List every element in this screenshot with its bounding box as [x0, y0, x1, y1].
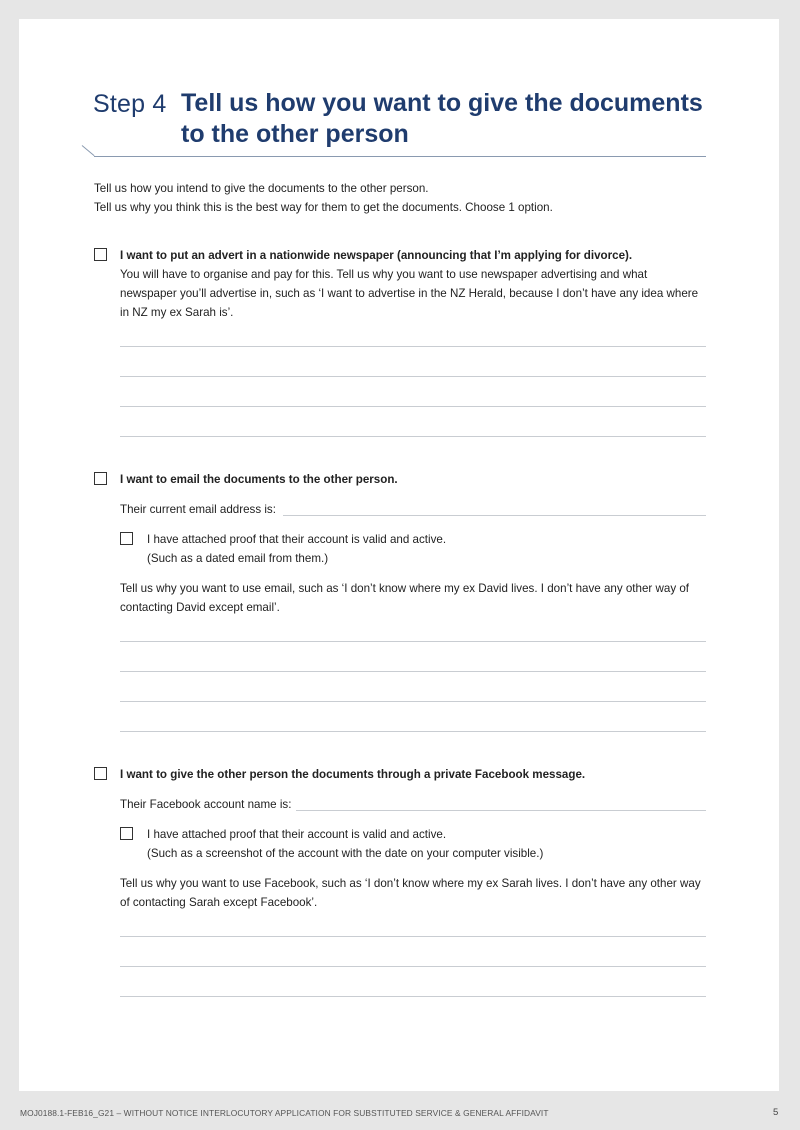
step-title-line-1: Tell us how you want to give the documents	[181, 89, 703, 117]
email-reason-line-1: Tell us why you want to use email, such as ‘I don’t know where my ex David lives. I don’t have any other way of	[120, 582, 690, 595]
email-reason-line-2: contacting David except email’.	[120, 601, 280, 614]
facebook-proof-line-1: I have attached proof that their account is valid and active.	[147, 828, 447, 841]
facebook-account-label: Their Facebook account name is:	[120, 798, 292, 811]
step-title-line-2: to the other person	[181, 120, 409, 148]
facebook-option-checkbox[interactable]	[94, 767, 107, 780]
newspaper-answer-line-4[interactable]	[120, 436, 706, 437]
email-proof-checkbox[interactable]	[120, 532, 133, 545]
email-address-field[interactable]	[283, 515, 706, 516]
email-proof-line-1: I have attached proof that their account is valid and active.	[147, 533, 447, 546]
newspaper-desc-line-2: newspaper you’ll advertise in, such as ‘I want to advertise in the NZ Herald, because I don’t have any idea where	[120, 287, 699, 300]
email-answer-line-4[interactable]	[120, 731, 706, 732]
facebook-reason-line-2: of contacting Sarah except Facebook’.	[120, 896, 318, 909]
facebook-account-field[interactable]	[296, 810, 706, 811]
facebook-reason-line-1: Tell us why you want to use Facebook, such as ‘I don’t know where my ex Sarah lives. I don’t have any other way	[120, 877, 701, 890]
newspaper-desc-line-3: in NZ my ex Sarah is’.	[120, 306, 234, 319]
email-option-label: I want to email the documents to the other person.	[120, 473, 398, 486]
newspaper-answer-line-2[interactable]	[120, 376, 706, 377]
facebook-answer-line-2[interactable]	[120, 966, 706, 967]
newspaper-option-label: I want to put an advert in a nationwide newspaper (announcing that I’m applying for divorce).	[120, 249, 633, 262]
facebook-proof-line-2: (Such as a screenshot of the account with the date on your computer visible.)	[147, 847, 544, 860]
email-address-label: Their current email address is:	[120, 503, 276, 516]
newspaper-option-checkbox[interactable]	[94, 248, 107, 261]
page-number: 5	[773, 1107, 779, 1118]
facebook-option-label: I want to give the other person the documents through a private Facebook message.	[120, 768, 586, 781]
footer-form-code: MOJ0188.1-FEB16_G21 – WITHOUT NOTICE INTERLOCUTORY APPLICATION FOR SUBSTITUTED SERVICE & GENERAL AFFIDAVIT	[20, 1108, 549, 1118]
newspaper-answer-line-3[interactable]	[120, 406, 706, 407]
email-answer-line-3[interactable]	[120, 701, 706, 702]
newspaper-desc-line-1: You will have to organise and pay for this. Tell us why you want to use newspaper advertising and what	[120, 268, 648, 281]
step-title	[181, 88, 721, 150]
step-number: Step 4	[93, 90, 167, 118]
facebook-answer-line-1[interactable]	[120, 936, 706, 937]
email-answer-line-2[interactable]	[120, 671, 706, 672]
heading-rule	[94, 156, 706, 157]
email-proof-line-2: (Such as a dated email from them.)	[147, 552, 329, 565]
facebook-answer-line-3[interactable]	[120, 996, 706, 997]
intro-line-1: Tell us how you intend to give the documents to the other person.	[94, 182, 429, 195]
intro-line-2: Tell us why you think this is the best way for them to get the documents. Choose 1 option.	[94, 201, 553, 214]
email-answer-line-1[interactable]	[120, 641, 706, 642]
newspaper-answer-line-1[interactable]	[120, 346, 706, 347]
facebook-proof-checkbox[interactable]	[120, 827, 133, 840]
email-option-checkbox[interactable]	[94, 472, 107, 485]
